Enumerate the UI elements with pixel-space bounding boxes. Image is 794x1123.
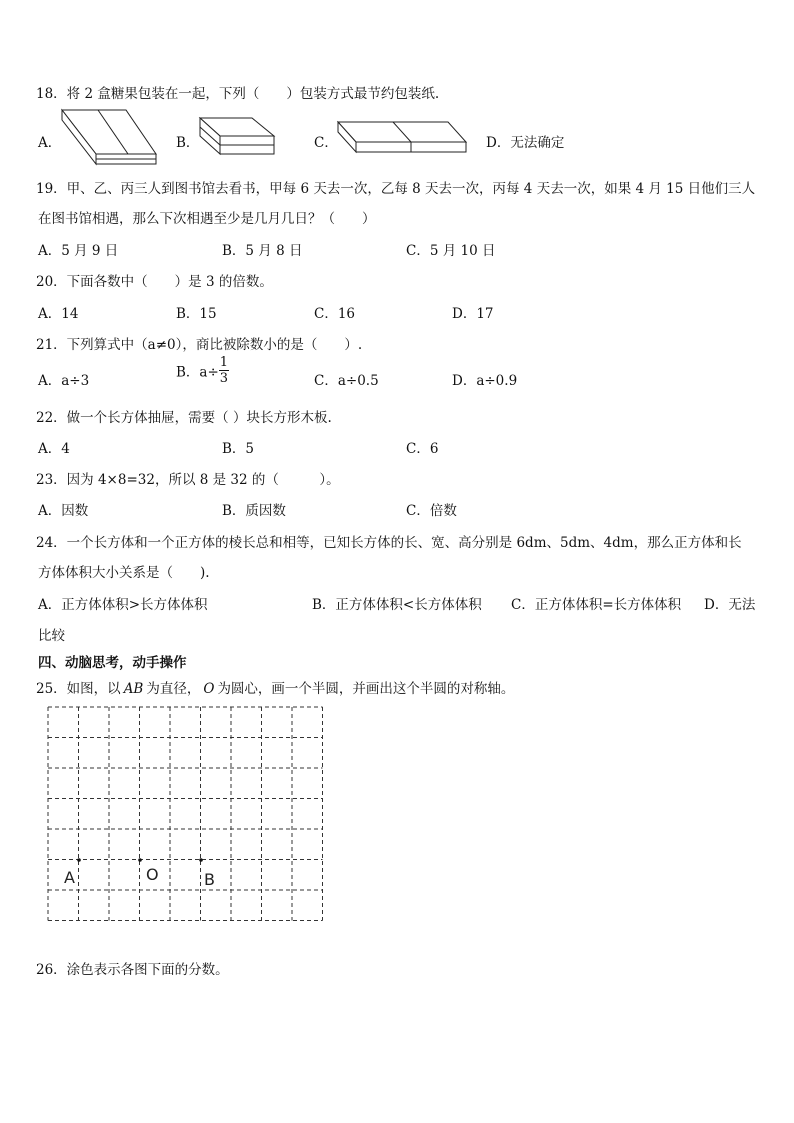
point-o-dot (138, 858, 142, 862)
q21-fraction (219, 356, 229, 385)
point-a-label: A (64, 868, 75, 887)
q24-option-d: D．无法 (704, 597, 756, 613)
q21-option-a: A．a÷3 (38, 373, 90, 389)
q19-option-b: B．5 月 8 日 (222, 243, 303, 259)
q18-option-b: B． (176, 135, 200, 151)
point-a-dot (77, 858, 81, 862)
point-o-label: O (146, 865, 159, 884)
q19-stem-line2: 在图书馆相遇，那么下次相遇至少是几月几日？（ ） (38, 211, 376, 227)
q21-fraction-denominator: 3 (219, 371, 229, 386)
q24-option-c: C．正方体体积=长方体体积 (511, 597, 682, 613)
q20-stem: 20．下面各数中（ ）是 3 的倍数。 (36, 274, 273, 290)
q24-stem-line2: 方体体积大小关系是（ ). (38, 565, 210, 581)
q23-stem: 23．因为 4×8=32，所以 8 是 32 的（ ）。 (36, 472, 340, 488)
q18-stem: 18．将 2 盒糖果包装在一起，下列（ ）包装方式最节约包装纸. (36, 86, 440, 102)
q18-option-d: D．无法确定 (486, 135, 565, 151)
q25-grid (44, 705, 328, 927)
q25-stem-mid1: 为直径， (146, 681, 201, 697)
q21-option-b-label: B．a÷ (176, 364, 219, 381)
q23-option-b: B．质因数 (222, 503, 286, 519)
q21-option-d: D．a÷0.9 (452, 373, 518, 389)
q21-option-c: C．a÷0.5 (314, 373, 379, 389)
q24-option-a: A．正方体体积>长方体体积 (38, 597, 208, 613)
q18-figure-c (336, 120, 470, 156)
q25-stem (36, 677, 514, 697)
q20-option-c: C．16 (314, 306, 356, 322)
point-b-dot (199, 858, 203, 862)
q20-option-a: A．14 (38, 306, 79, 322)
q18-option-a: A． (38, 135, 62, 151)
q21-stem: 21．下列算式中（a≠0），商比被除数小的是（ ）. (36, 337, 363, 353)
q23-option-c: C．倍数 (406, 503, 457, 519)
q19-option-a: A．5 月 9 日 (38, 243, 119, 259)
q18-figure-b (198, 116, 278, 158)
q25-o: O (203, 681, 215, 697)
q25-stem-mid2: 为圆心，画一个半圆，并画出这个半圆的对称轴。 (217, 681, 515, 697)
q19-option-c: C．5 月 10 日 (406, 243, 496, 259)
q22-stem: 22．做一个长方体抽屉，需要（ ）块长方形木板. (36, 410, 332, 426)
q19-stem-line1: 19．甲、乙、丙三人到图书馆去看书，甲每 6 天去一次，乙每 8 天去一次，丙每 4 天去一次，如果 4 月 15 日他们三人 (36, 181, 756, 197)
q21-fraction-numerator: 1 (219, 355, 229, 370)
q21-option-b (176, 356, 229, 385)
q23-option-a: A．因数 (38, 503, 89, 519)
section-4-title: 四、动脑思考，动手操作 (38, 655, 187, 671)
point-b-label: B (204, 870, 215, 889)
q22-option-b: B．5 (222, 441, 255, 457)
q24-option-b: B．正方体体积<长方体体积 (312, 597, 482, 613)
q25-stem-pre: 25．如图，以 (36, 681, 121, 697)
q18-option-c: C． (314, 135, 338, 151)
q24-option-d-continuation: 比较 (38, 628, 65, 644)
q22-option-a: A．4 (38, 441, 70, 457)
q20-option-d: D．17 (452, 306, 494, 322)
q20-option-b: B．15 (176, 306, 217, 322)
q25-ab: AB (123, 681, 144, 697)
q26-stem: 26．涂色表示各图下面的分数。 (36, 962, 229, 978)
q18-figure-a (60, 108, 160, 166)
q25-grid-lines (48, 707, 323, 921)
q22-option-c: C．6 (406, 441, 439, 457)
q24-stem-line1: 24．一个长方体和一个正方体的棱长总和相等，已知长方体的长、宽、高分别是 6dm、5dm、4dm，那么正方体和长 (36, 535, 742, 551)
